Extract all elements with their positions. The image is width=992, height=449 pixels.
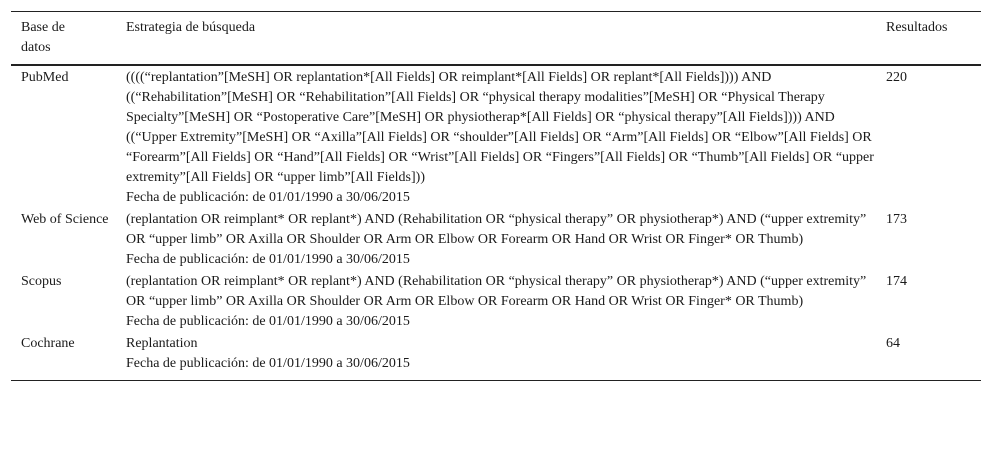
cell-database: Web of Science	[21, 212, 109, 227]
table-row	[11, 271, 981, 333]
table-row	[11, 333, 981, 381]
cell-results: 220	[886, 70, 907, 85]
strategy-text: ((((“replantation”[MeSH] OR replantation*[All Fields] OR reimplant*[All Fields] OR replant*[All Fields]))) AND ((“Rehabilitation”[MeSH] OR “Rehabilitation”[All Fields] OR “physical therapy modalities”[MeSH] OR “Physical Therapy Specialty”[MeSH] OR “Postoperative Care”[MeSH] OR physiotherap*[All Fields] OR “physical therapy”[All Fields]))) AND ((“Upper Extremity”[MeSH] OR “Axilla”[All Fields] OR “shoulder”[All Fields] OR “Arm”[All Fields] OR “Elbow”[All Fields] OR “Forearm”[All Fields] OR “Hand”[All Fields] OR “Wrist”[All Fields] OR “Fingers”[All Fields] OR “Thumb”[All Fields] OR “upper extremity”[All Fields] OR “upper limb”[All Fields]))	[126, 70, 874, 185]
cell-strategy	[126, 333, 886, 381]
publication-date: Fecha de publicación: de 01/01/1990 a 30/06/2015	[126, 356, 410, 371]
cell-results: 64	[886, 336, 900, 351]
table-body	[11, 65, 981, 381]
strategy-text: (replantation OR reimplant* OR replant*) AND (Rehabilitation OR “physical therapy” OR physiotherap*) AND (“upper extremity” OR “upper limb” OR Axilla OR Shoulder OR Arm OR Elbow OR Forearm OR Hand OR Wrist OR Finger* OR Thumb)	[126, 274, 867, 309]
cell-database: Cochrane	[21, 336, 75, 351]
header-strategy: Estrategia de búsqueda	[126, 20, 256, 35]
cell-strategy	[126, 209, 886, 271]
table-row	[11, 209, 981, 271]
strategy-text: Replantation	[126, 336, 198, 351]
publication-date: Fecha de publicación: de 01/01/1990 a 30/06/2015	[126, 190, 410, 205]
table-header	[11, 12, 981, 66]
cell-database: PubMed	[21, 70, 69, 85]
publication-date: Fecha de publicación: de 01/01/1990 a 30/06/2015	[126, 252, 410, 267]
header-database-label: Base de datos	[21, 20, 65, 55]
cell-database: Scopus	[21, 274, 62, 289]
header-database	[11, 12, 126, 66]
header-results: Resultados	[886, 20, 948, 35]
cell-results: 173	[886, 212, 907, 227]
table-row	[11, 65, 981, 209]
cell-results: 174	[886, 274, 907, 289]
cell-strategy	[126, 65, 886, 209]
strategy-text: (replantation OR reimplant* OR replant*) AND (Rehabilitation OR “physical therapy” OR physiotherap*) AND (“upper extremity” OR “upper limb” OR Axilla OR Shoulder OR Arm OR Elbow OR Forearm OR Hand OR Wrist OR Finger* OR Thumb)	[126, 212, 867, 247]
publication-date: Fecha de publicación: de 01/01/1990 a 30/06/2015	[126, 314, 410, 329]
header-row	[11, 12, 981, 66]
cell-strategy	[126, 271, 886, 333]
search-strategy-table	[11, 11, 981, 381]
